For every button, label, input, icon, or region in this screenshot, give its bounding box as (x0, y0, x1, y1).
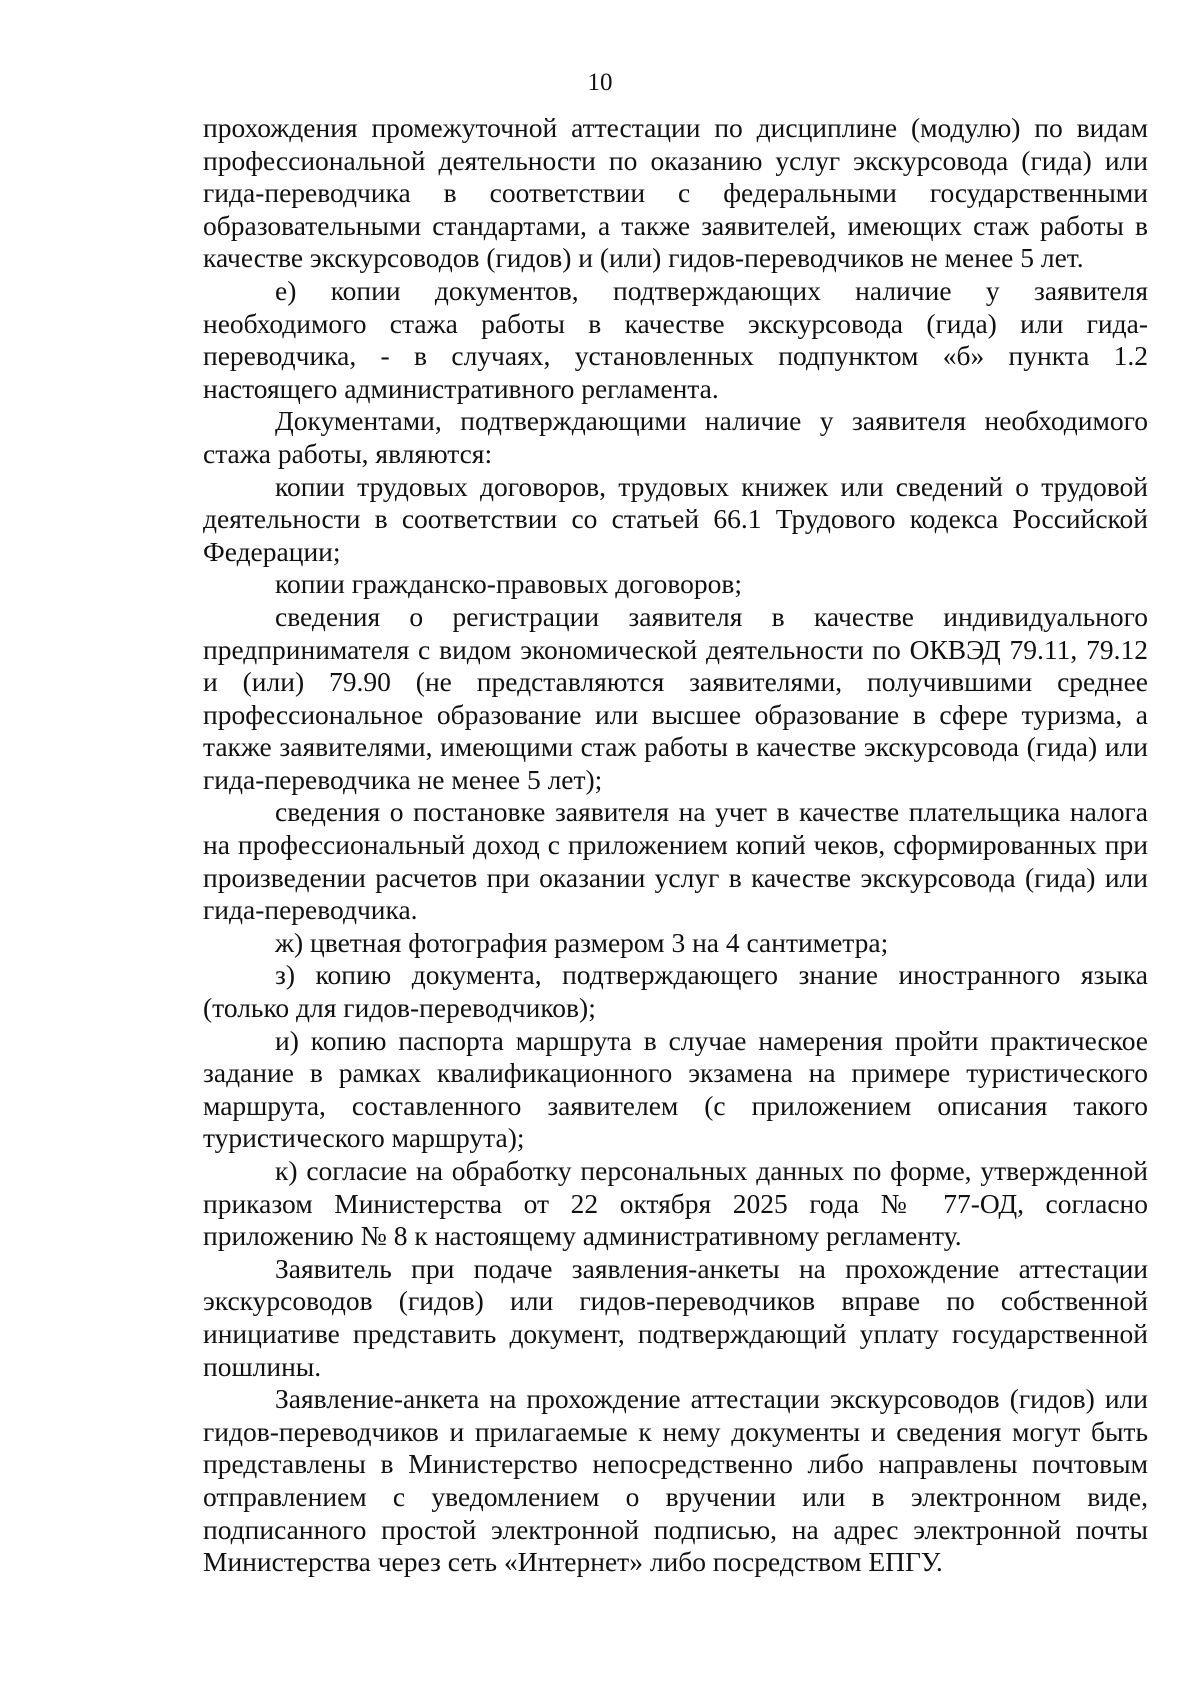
paragraph-continuation: прохождения промежуточной аттестации по дисциплине (модулю) по видам профессиональной деятельности по оказанию услуг экскурсовода (гида) или гида-переводчика в соответствии с федеральными государственными образовательными стандартами, а также заявителей, имеющих стаж работы в качестве экскурсоводов (гидов) и (или) гидов-переводчиков не менее 5 лет. (203, 112, 1148, 274)
paragraph-tax-registration: сведения о постановке заявителя на учет в качестве плательщика налога на профессиональный доход с приложением копий чеков, сформированных при произведении расчетов при оказании услуг в качестве экскурсовода (гида) или гида-переводчика. (203, 796, 1148, 926)
paragraph-civil-contracts: копии гражданско-правовых договоров; (275, 568, 743, 600)
paragraph-item-zh: ж) цветная фотография размером 3 на 4 сантиметра; (275, 926, 889, 958)
paragraph-experience-documents: Документами, подтверждающими наличие у заявителя необходимого стажа работы, являются: (203, 405, 1148, 469)
paragraph-item-k: к) согласие на обработку персональных данных по форме, утвержденной приказом Министерства от 22 октября 2025 года № 77-ОД, согласно приложению № 8 к настоящему административному регламенту. (203, 1155, 1148, 1252)
paragraph-submission-methods: Заявление-анкета на прохождение аттестации экскурсоводов (гидов) или гидов-переводчиков и прилагаемые к нему документы и сведения могут быть представлены в Министерство непосредственно либо направлены почтовым отправлением с уведомлением о вручении или в электронном виде, подписанного простой электронной подписью, на адрес электронной почты Министерства через сеть «Интернет» либо посредством ЕПГУ. (203, 1383, 1148, 1578)
document-body (203, 112, 1148, 1579)
paragraph-item-e: е) копии документов, подтверждающих наличие у заявителя необходимого стажа работы в качестве экскурсовода (гида) или гида-переводчика, - в случаях, установленных подпунктом «б» пункта 1.2 настоящего административного регламента. (203, 274, 1148, 404)
paragraph-labor-contracts: копии трудовых договоров, трудовых книжек или сведений о трудовой деятельности в соответствии со статьей 66.1 Трудового кодекса Российской Федерации; (203, 470, 1148, 567)
paragraph-item-i: и) копию паспорта маршрута в случае намерения пройти практическое задание в рамках квалификационного экзамена на примере туристического маршрута, составленного заявителем (с приложением описания такого туристического маршрута); (203, 1024, 1148, 1154)
paragraph-item-z: з) копию документа, подтверждающего знание иностранного языка (только для гидов-переводчиков); (203, 959, 1148, 1024)
paragraph-entrepreneur-registration: сведения о регистрации заявителя в качестве индивидуального предпринимателя с видом экономической деятельности по ОКВЭД 79.11, 79.12 и (или) 79.90 (не представляются заявителями, получившими среднее профессиональное образование или высшее образование в сфере туризма, а также заявителями, имеющими стаж работы в качестве экскурсовода (гида) или гида-переводчика не менее 5 лет); (203, 600, 1148, 795)
paragraph-state-duty: Заявитель при подаче заявления-анкеты на прохождение аттестации экскурсоводов (гидов) или гидов-переводчиков вправе по собственной инициативе представить документ, подтверждающий уплату государственной пошлины. (203, 1252, 1148, 1382)
page-number: 10 (587, 69, 613, 96)
